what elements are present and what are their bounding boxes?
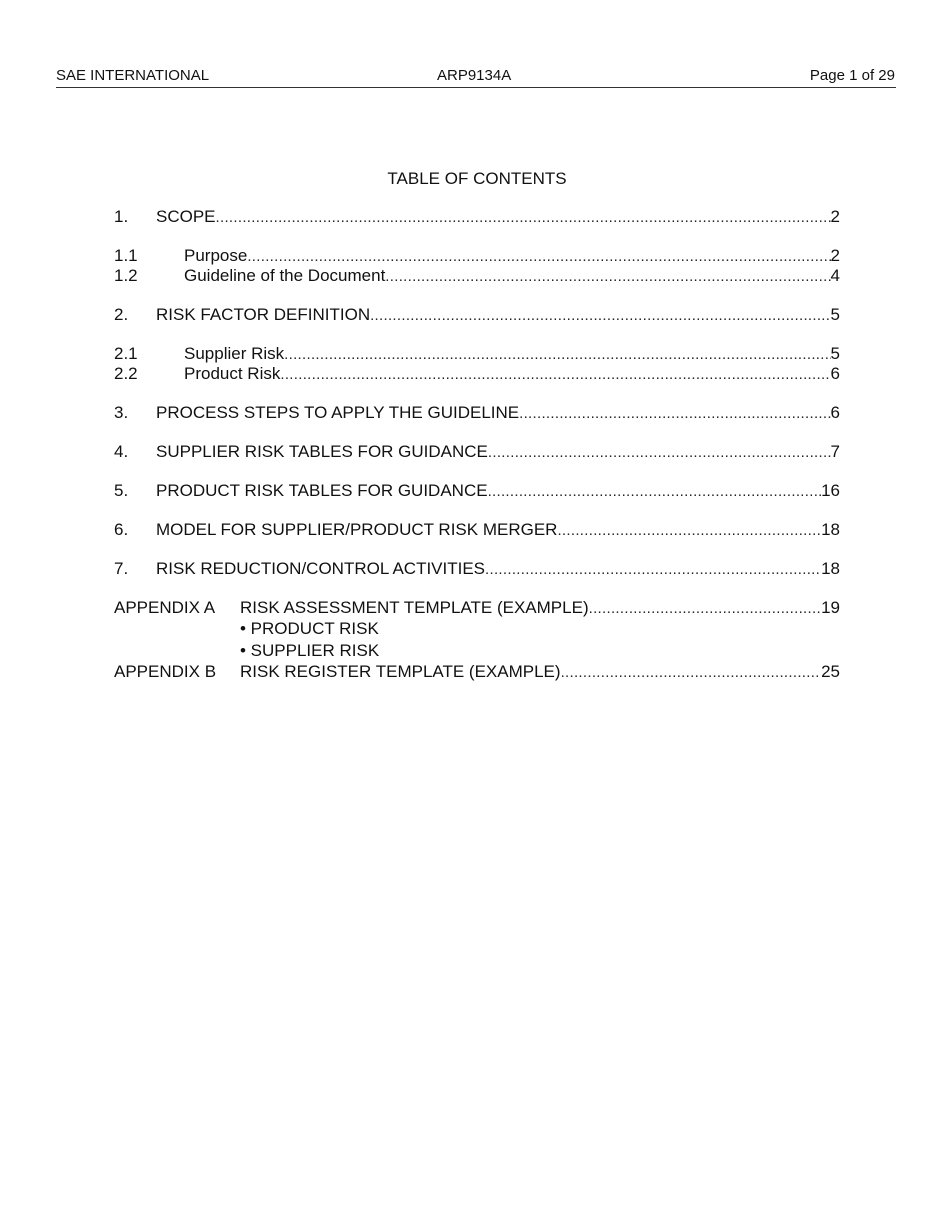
toc-entry-page: 4 (830, 266, 840, 285)
toc-entry-page: 25 (821, 662, 840, 681)
toc-entry-page: 18 (821, 520, 840, 539)
toc-entry-number: 2.2 (114, 364, 138, 383)
toc-entry-appendix-a[interactable] (114, 598, 840, 618)
toc-entry-number: APPENDIX B (114, 662, 217, 681)
toc-entry-number: 4. (114, 442, 129, 461)
toc-entry-number: 2. (114, 305, 129, 324)
toc-entry-page: 16 (821, 481, 840, 500)
toc-entry-label: SUPPLIER RISK TABLES FOR GUIDANCE (156, 442, 488, 461)
toc-entry-guideline[interactable] (114, 266, 840, 286)
toc-entry-page: 5 (830, 344, 840, 363)
toc-entry-label: Supplier Risk (184, 344, 285, 363)
toc-entry-label: Purpose (184, 246, 248, 265)
toc-leader-dots (519, 404, 830, 424)
page-header (56, 66, 896, 88)
toc-entry-label: RISK REDUCTION/CONTROL ACTIVITIES (156, 559, 486, 578)
toc-leader-dots (557, 521, 821, 541)
toc-leader-dots (280, 365, 830, 385)
toc-entry-page: 6 (830, 403, 840, 422)
toc-leader-dots (385, 267, 830, 287)
toc-entry-label: Guideline of the Document (184, 266, 386, 285)
toc-entry-label: PROCESS STEPS TO APPLY THE GUIDELINE (156, 403, 520, 422)
toc-entry-label: RISK FACTOR DEFINITION (156, 305, 371, 324)
toc-entry-label: PRODUCT RISK TABLES FOR GUIDANCE (156, 481, 488, 500)
toc-entry-process-steps[interactable] (114, 403, 840, 423)
toc-leader-dots (247, 247, 830, 267)
toc-entry-risk-merger-model[interactable] (114, 520, 840, 540)
toc-title: TABLE OF CONTENTS (387, 169, 567, 188)
toc-leader-dots (488, 443, 831, 463)
toc-entry-number: 1. (114, 207, 129, 226)
toc-entry-number: APPENDIX A (114, 598, 216, 617)
header-document-number: ARP9134A (437, 67, 512, 84)
toc-entry-risk-reduction[interactable] (114, 559, 840, 579)
toc-entry-page: 19 (821, 598, 840, 617)
toc-entry-risk-factor-definition[interactable] (114, 305, 840, 325)
toc-leader-dots (485, 560, 821, 580)
toc-leader-dots (589, 599, 821, 619)
toc-entry-page: 2 (830, 207, 840, 226)
toc-entry-label: SCOPE (156, 207, 216, 226)
appendix-a-bullet-supplier-risk: • SUPPLIER RISK (240, 641, 380, 660)
toc-entry-page: 6 (830, 364, 840, 383)
toc-entry-number: 7. (114, 559, 129, 578)
toc-entry-label: Product Risk (184, 364, 281, 383)
toc-entry-number: 5. (114, 481, 129, 500)
toc-entry-number: 2.1 (114, 344, 138, 363)
toc-entry-product-risk-tables[interactable] (114, 481, 840, 501)
toc-entry-label: RISK ASSESSMENT TEMPLATE (EXAMPLE) (240, 598, 589, 617)
toc-entry-supplier-risk-tables[interactable] (114, 442, 840, 462)
toc-entry-page: 5 (830, 305, 840, 324)
toc-entry-supplier-risk[interactable] (114, 344, 840, 364)
toc-entry-scope[interactable] (114, 207, 840, 227)
toc-leader-dots (284, 345, 830, 365)
toc-leader-dots (216, 208, 831, 228)
toc-entry-purpose[interactable] (114, 246, 840, 266)
toc-entry-page: 2 (830, 246, 840, 265)
toc-entry-number: 1.1 (114, 246, 138, 265)
toc-entry-number: 6. (114, 520, 129, 539)
header-organization: SAE INTERNATIONAL (56, 67, 210, 84)
header-page-number: Page 1 of 29 (809, 67, 895, 84)
toc-entry-label: MODEL FOR SUPPLIER/PRODUCT RISK MERGER (156, 520, 558, 539)
toc-entry-number: 1.2 (114, 266, 138, 285)
toc-entry-label: RISK REGISTER TEMPLATE (EXAMPLE) (240, 662, 561, 681)
toc-entry-number: 3. (114, 403, 129, 422)
toc-entry-page: 7 (830, 442, 840, 461)
appendix-a-bullet-product-risk: • PRODUCT RISK (240, 619, 379, 638)
toc-entry-appendix-b[interactable] (114, 662, 840, 682)
toc-leader-dots (370, 306, 830, 326)
toc-leader-dots (561, 663, 822, 683)
toc-leader-dots (488, 482, 822, 502)
toc-entry-page: 18 (821, 559, 840, 578)
toc-entry-product-risk[interactable] (114, 364, 840, 384)
